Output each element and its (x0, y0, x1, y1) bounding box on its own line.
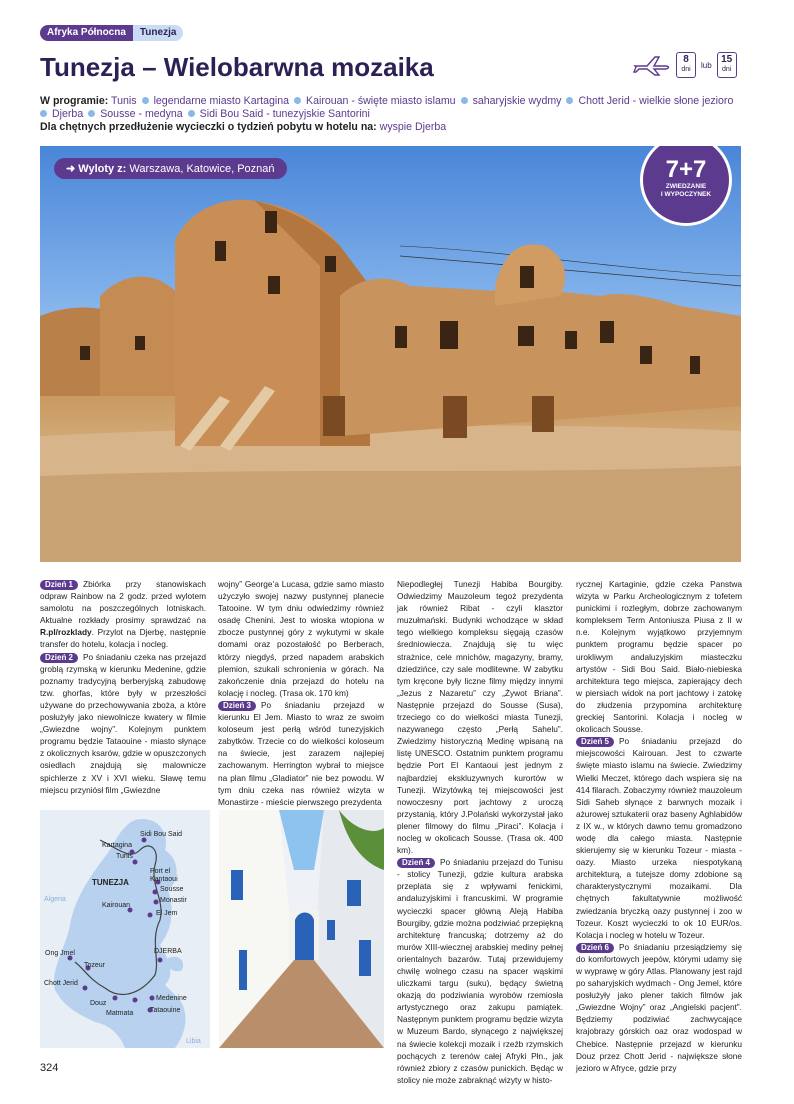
program-item: Sousse - medyna (100, 108, 183, 120)
program-item: legendarne miasto Kartagina (153, 95, 290, 107)
program-item: Sidi Bou Said - tunezyjskie Santorini (199, 108, 370, 120)
day-2-continued: wojny” George’a Lucasa, gdzie samo miasto użyczyło swojej nazwy pustynnej planecie Tatooine. W tym dniu odwiedzimy również osadę Chenini. Jest to wioska wtopiona w zbocze pustynnej góry z wykutymi w skale domami oraz pozostałość po Berberach, którzy niegdyś, przed napadem arabskich plemion, szukali schronienia w górach. Na zakończenie dnia przejazd do hotelu na kolację i nocleg. (Trasa ok. 170 km) (218, 579, 384, 698)
day-1-badge: Dzień 1 (40, 580, 78, 590)
bullet-dot-icon (294, 97, 301, 104)
airplane-icon (633, 54, 671, 76)
day-6-paragraph: Dzień 6 Po śniadaniu przesiądziemy się do komfortowych jeepów, którymi udamy się w wyprawę w góry Atlas. Planowany jest rajd po saharyjskich wydmach - Ong Jemel, które posłużyły jako plener takich filmów jak „Gwiezdne Wojny” oraz „Angielski pacjent”. Będziemy podziwiać zachwycające krajobrazy górskich oaz oraz wodospad w Chebice. Następnie przejazd w kierunku Douz przez Chott Jerid - największe słone jezioro w Afryce, gdzie przy (576, 941, 742, 1073)
white-blue-street-illustration (219, 810, 384, 1048)
badge-line-2: I WYPOCZYNEK (660, 191, 712, 198)
map-place-kairouan: Kairouan (102, 902, 131, 909)
map-place-tataouine: Tataouine (150, 1007, 181, 1014)
map-place-monastir: Monastir (160, 897, 187, 904)
day-4-badge: Dzień 4 (397, 858, 435, 868)
day-1-paragraph: Dzień 1 Zbiórka przy stanowiskach odpraw Rainbow na 2 godz. przed wylotem samolotu na poszczególnych lotniskach. Aktualne rozkłady prosimy sprawdzać na R.pl/rozklady. Przylot na Djerbę, następnie transfer do hotelu, kolacja i nocleg. (40, 579, 206, 650)
program-item: Kairouan - święte miasto islamu (306, 95, 456, 107)
day-4-paragraph: Dzień 4 Po śniadaniu przejazd do Tunisu - stolicy Tunezji, gdzie kultura arabska przeplata się z wpływami fenickimi, andaluzyjskimi i francuskimi. W programie wycieczki spacer główną Aleją Habiba Bourgiby, gdzie można podziwiać przepiękną architekturę francuską; dotrzemy aż do murów XIII-wiecznej arabskiej mediny pełnej orientalnych bazarów. Tutaj przewidujemy chwilę wolnego czasu na spacer wąskimi uliczkami targu (suku), będący świetną okazją do podziwiania wyrobów rzemiosła artystycznego oraz zakupu pamiątek. Następnym punktem programu będzie wizyta w Muzeum Bardo, słynącego z największej na świecie kolekcji mozaik i rzeźb rzymskich pochących z terenów całej Afryki Płn., jak również zbiory z czasów punickich. Będąc w stolicy nie może zabraknąć wizyty w histo- (397, 857, 564, 1085)
badge-line-1: ZWIEDZANIE (665, 183, 707, 190)
map-country-label: TUNEZJA (92, 878, 129, 887)
map-place-port-el-kantaoui: Port el Kantaoui (150, 868, 178, 883)
program-summary (40, 95, 755, 134)
flights-info (54, 158, 287, 179)
day-3-paragraph: Dzień 3 Po śniadaniu przejazd w kierunku El Jem. Miasto to wraz ze swoim koloseum jest perłą wśród tunezyjskich zabytków. Trzecie co do wielkości koloseum na świecie, jest zarazem najlepiej zachowanym. Herrington wybrał to miejsce na plan filmu „Gladiator” nie bez powodu. W tym dniu czeka nas również wizyta w Monastirze - mieście pierwszego prezydenta (218, 699, 384, 807)
text-column-2 (218, 578, 384, 808)
day-5-paragraph: Dzień 5 Po śniadaniu przejazd do miejscowości Kairouan. Jest to czwarte święte miasto islamu na świecie. Zwiedzimy Wielki Meczet, którego dach wspiera się na 414 filarach. Zobaczymy również mauzoleum Sidi Saheb słynące z barwnych mozaik i ażurowej sztukaterii oraz baseny Aghlabidów z IX w., w których dawno temu gromadzono wodę dla całego miasta. Następnie skierujemy się w kierunku Tozeur - miasta - oazy. Miasto urzeka niespotykaną architekturą, a tutejsze domy zdobione są charakterystycznymi mozaikami. Dla chętnych fakultatywnie możliwość zwiedzania bryczką oazy pustynnej i zoo w Tozeur. Koszt wycieczki to ok 10 EUR/os. Kolacja i nocleg w hotelu w Tozeur. (576, 736, 743, 940)
map-place-tozeur: Tozeur (84, 962, 106, 969)
program-item: Tunis (111, 95, 137, 107)
day-5-badge: Dzień 5 (576, 737, 614, 747)
map-place-el-jem: El Jem (156, 910, 178, 917)
page-title-country: Tunezja (40, 52, 135, 82)
text-column-1 (40, 578, 206, 796)
map-place-sousse: Sousse (160, 886, 184, 893)
hero-photo-ksar (40, 146, 741, 562)
bullet-dot-icon (142, 97, 149, 104)
extension-label: Dla chętnych przedłużenie wycieczki o tydzień pobytu w hotelu na: (40, 121, 377, 133)
map-place-sidi-bou-said: Sidi Bou Said (140, 831, 183, 838)
route-map (40, 810, 210, 1048)
bullet-dot-icon (40, 110, 47, 117)
map-place-medenine: Medenine (156, 995, 187, 1002)
breadcrumb-region[interactable]: Afryka Północna (40, 25, 133, 41)
breadcrumb (40, 25, 183, 41)
map-algeria-label: Algeria (44, 896, 66, 903)
page-title-subtitle: – Wielobarwna mozaika (134, 52, 434, 82)
day-3-continued: Niepodległej Tunezji Habiba Bourgiby. Odwiedzimy Mauzoleum tegoż prezydenta jak również Ribat - czyli klasztor muzułmański. Budynki wchodzące w skład tego wielkiego kompleksu sięgają czasów średniowiecza. Znajdują się tu więc strażnice, cele mnichów, magazyny, bramy, dziedzińce, czy sale modlitewne. W zabytku tym kręcone były liczne filmy między innymi „Jezus z Nazaretu” czy „Żywot Briana”. Następnie przejazd do Sousse (Susa), trzeciego co do wielkości miasta Tunezji, nazywanego często „Perłą Sahelu”. Zwiedzimy historyczną Medinę wpisaną na listę UNESCO. Ostatnim punktem programu będzie Port El Kantaoui jest jednym z najbardziej ekskluzywnych kurortów w Tunezji. Wizytówką tej miejscowości jest nowoczesny port jachtowy z uroczą przystanią, który J.Polański wykorzystał jako plener filmowy do filmu „Piraci”. Kolacja i nocleg w okolicach Sousse. (Trasa ok. 400 km). (397, 579, 563, 856)
photo-sidi-bou-said-street (219, 810, 384, 1048)
text-column-4 (576, 578, 742, 1074)
page-title (40, 52, 434, 83)
bullet-dot-icon (188, 110, 195, 117)
program-item: Chott Jerid - wielkie słone jezioro (578, 95, 734, 107)
page-number: 324 (40, 1062, 59, 1074)
trip-duration (633, 52, 737, 78)
schedule-link[interactable]: R.pl/rozklady (40, 627, 92, 638)
flights-prefix: ➜ Wyloty z: (66, 163, 127, 175)
badge-days: 7+7 (665, 156, 707, 183)
day-4-continued: rycznej Kartaginie, gdzie czeka Panstwa wizyta w Parku Archeologicznym z tofetem punickimi i rozległym, dobrze zachowanym kompleksem Term Antoniusza Piusa z II w n.e. Kolejnym wyjątkowo przyjemnym punktem programu będzie spacer po urokliwym andaluzyjskim miasteczku artystów - Sidi Bou Said. Biało-niebieska architektura tego miejsca, zapierający dech w piersiach widok na port jachtowy i zatokę do złudzenia przypomina architekturę greckiej Santorini. Kolacja i nocleg w okolicach Sousse. (576, 579, 742, 735)
program-item: Djerba (52, 108, 84, 120)
map-place-djerba: DJERBA (154, 948, 182, 955)
program-item: saharyjskie wydmy (472, 95, 562, 107)
duration-15-days: 15 dni (717, 52, 737, 78)
map-libya-label: Libia (186, 1038, 201, 1045)
map-place-kartagina: Kartagina (102, 842, 132, 849)
extension-place: wyspie Djerba (379, 121, 447, 133)
program-label: W programie: (40, 95, 109, 107)
map-place-chott-jerid: Chott Jerid (44, 980, 78, 987)
day-6-badge: Dzień 6 (576, 943, 614, 953)
text-column-3 (397, 578, 563, 1086)
bullet-dot-icon (88, 110, 95, 117)
duration-8-days: 8 dni (676, 52, 696, 78)
flights-cities: Warszawa, Katowice, Poznań (129, 163, 275, 175)
day-2-badge: Dzień 2 (40, 653, 78, 663)
day-2-paragraph: Dzień 2 Po śniadaniu czeka nas przejazd groblą rzymską w kierunku Medenine, gdzie poznamy tradycyjną berberyjską zabudowę tzw. ghorfas, które były w przeszłości używane do przechowywania zboża, a które posłużyły jako niewolnicze kwatery w filmie „Gwiezdne wojny”. Kolejnym punktem programu będzie Tataouine - miasto słynące z okolicznych ksarów, gdzie w opuszczonych osiedlach znajdują się malownicze spichlerze z XV i XVI wieku. Sławę temu miejscu przyniósł film „Gwiezdne (40, 651, 206, 795)
day-3-badge: Dzień 3 (218, 701, 256, 711)
map-place-tunis: Tunis (116, 853, 133, 860)
bullet-dot-icon (566, 97, 573, 104)
map-place-ong-jmel: Ong Jmel (45, 950, 75, 957)
map-place-douz: Douz (90, 1000, 107, 1007)
ksar-granary-illustration (40, 146, 741, 562)
map-place-matmata: Matmata (106, 1010, 134, 1017)
duration-or: lub (701, 60, 712, 70)
bullet-dot-icon (461, 97, 468, 104)
breadcrumb-country[interactable]: Tunezja (133, 25, 183, 41)
